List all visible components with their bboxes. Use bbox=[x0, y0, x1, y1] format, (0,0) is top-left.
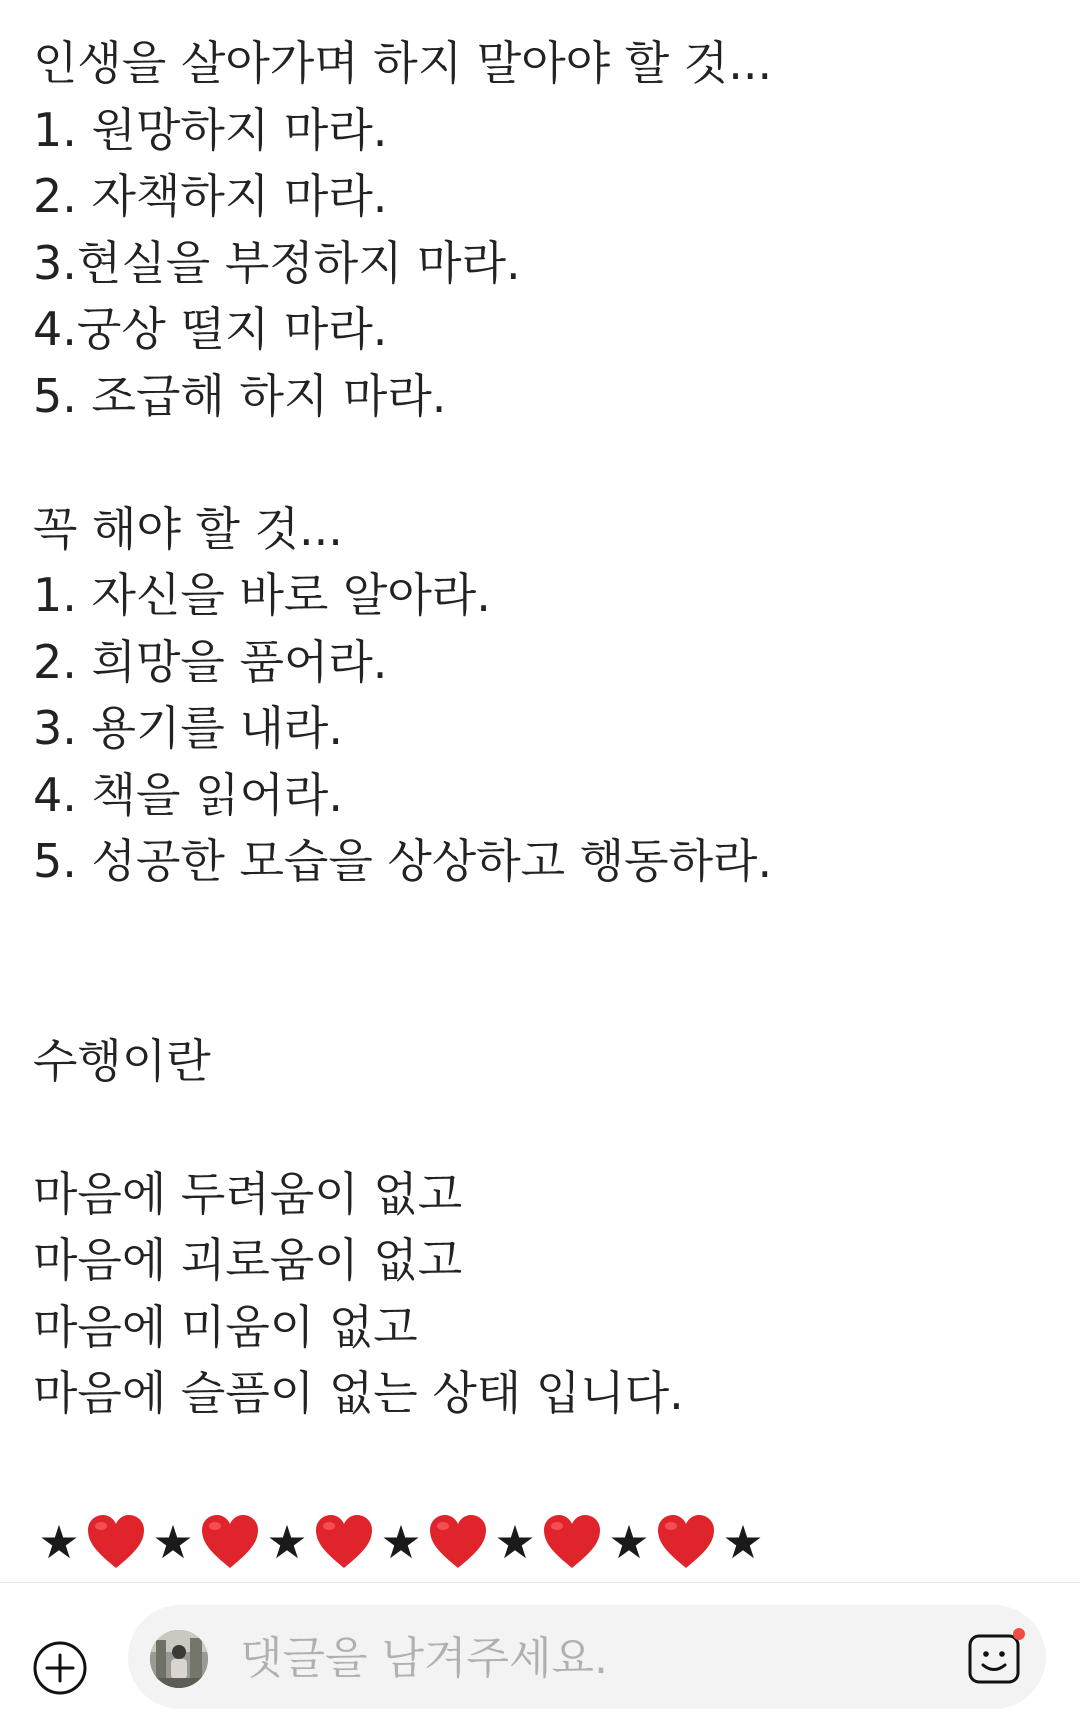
plus-circle-icon bbox=[30, 1638, 90, 1698]
heart-icon bbox=[199, 1512, 261, 1572]
post-line: 5. 조급해 하지 마라. bbox=[33, 368, 447, 423]
emoji-decoration-row bbox=[33, 1512, 769, 1572]
user-photo-icon bbox=[150, 1630, 208, 1688]
star-icon: ★ bbox=[266, 1515, 308, 1569]
post-line: 5. 성공한 모습을 상상하고 행동하라. bbox=[33, 834, 773, 888]
post-line: 4.궁상 떨지 마라. bbox=[33, 302, 388, 356]
comment-bar bbox=[0, 1582, 1080, 1725]
add-attachment-button[interactable] bbox=[30, 1638, 90, 1698]
notification-dot bbox=[1013, 1628, 1025, 1640]
post-line: 마음에 슬픔이 없는 상태 입니다. bbox=[33, 1366, 684, 1420]
post-line: 2. 희망을 품어라. bbox=[33, 634, 388, 689]
post-line: 1. 원망하지 마라. bbox=[33, 102, 388, 157]
comment-input[interactable] bbox=[238, 1623, 962, 1693]
star-icon: ★ bbox=[380, 1515, 422, 1569]
post-line: 마음에 미움이 없고 bbox=[33, 1299, 418, 1354]
comment-input-container[interactable] bbox=[128, 1605, 1046, 1709]
smiley-sticker-icon bbox=[963, 1623, 1031, 1691]
heart-icon bbox=[541, 1512, 603, 1572]
post-line: 2. 자책하지 마라. bbox=[33, 169, 388, 223]
heart-icon bbox=[85, 1512, 147, 1572]
post-line: 꼭 해야 할 것... bbox=[33, 501, 343, 556]
post-line: 3.현실을 부정하지 마라. bbox=[33, 235, 521, 290]
post-line bbox=[33, 895, 1053, 962]
post-line bbox=[33, 961, 1053, 1028]
star-icon: ★ bbox=[38, 1515, 80, 1569]
star-icon: ★ bbox=[152, 1515, 194, 1569]
post-line: 3. 용기를 내라. bbox=[33, 701, 343, 755]
heart-icon bbox=[427, 1512, 489, 1572]
sticker-button[interactable] bbox=[963, 1623, 1031, 1691]
post-line: 1. 자신을 바로 알아라. bbox=[33, 568, 491, 622]
post-line: 인생을 살아가며 하지 말아야 할 것... bbox=[33, 36, 773, 90]
post-line: 마음에 괴로움이 없고 bbox=[33, 1233, 463, 1287]
post-line: 마음에 두려움이 없고 bbox=[33, 1166, 463, 1221]
star-icon: ★ bbox=[722, 1515, 764, 1569]
post-line bbox=[33, 1094, 1053, 1161]
post-line: 4. 책을 읽어라. bbox=[33, 767, 343, 822]
star-icon: ★ bbox=[494, 1515, 536, 1569]
avatar bbox=[150, 1630, 208, 1688]
post-line bbox=[33, 429, 1053, 496]
star-icon: ★ bbox=[608, 1515, 650, 1569]
heart-icon bbox=[313, 1512, 375, 1572]
post-body bbox=[33, 30, 1053, 1427]
post-line: 수행이란 bbox=[33, 1033, 211, 1088]
heart-icon bbox=[655, 1512, 717, 1572]
